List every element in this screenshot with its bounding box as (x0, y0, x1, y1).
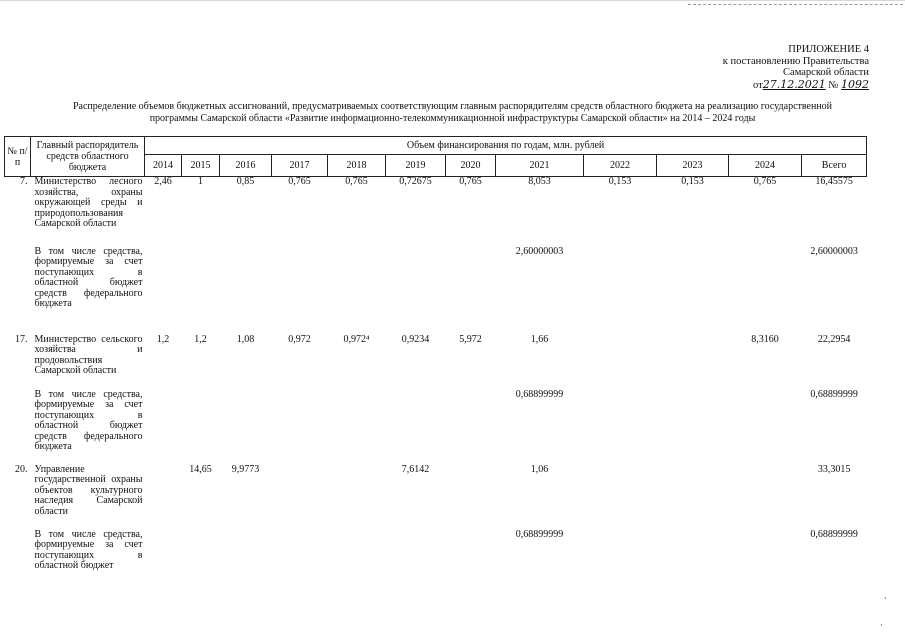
document-title-line-2: программы Самарской области «Развитие информационно-телекоммуникационной инфраструктуры Самарской области» на 2014 – 2024 годы (149, 113, 756, 124)
value-cell (272, 247, 328, 335)
value-cell (446, 390, 496, 465)
value-cell: 1,2 (194, 333, 207, 345)
header-year: 2017 (272, 155, 328, 177)
manager-name: Министерство сельского хозяйства и продовольствия Самарской области (34, 333, 143, 376)
value-cell (386, 247, 446, 335)
value-cell (584, 530, 657, 580)
value-cell (657, 530, 729, 580)
manager-name: Управление государственной охраны объектов культурного наследия Самарской области (34, 463, 143, 517)
total-cell: 22,2954 (817, 333, 851, 345)
manager-name: В том числе средства, формируемые за счет поступающих в областной бюджет средств федерального бюджета (34, 245, 143, 309)
value-cell (328, 247, 386, 335)
appendix-title: ПРИЛОЖЕНИЕ 4 (788, 44, 869, 55)
table-row (5, 177, 867, 247)
value-cell (145, 247, 182, 335)
value-cell (328, 530, 386, 580)
value-cell: 0,765 (345, 176, 368, 187)
row-number: 20. (15, 463, 28, 475)
value-cell: 0,765 (753, 176, 777, 187)
header-year: 2020 (446, 155, 496, 177)
budget-table (4, 136, 867, 580)
header-total: Всего (802, 155, 867, 177)
value-cell: 0,765 (288, 176, 311, 187)
appendix-line-1: к постановлению Правительства (722, 55, 869, 67)
value-cell (220, 247, 272, 335)
value-cell (220, 530, 272, 580)
value-cell: 8,3160 (751, 333, 779, 345)
handwritten-number: 1092 (841, 77, 869, 91)
value-cell: 5,972 (459, 333, 482, 345)
value-cell (729, 465, 802, 530)
manager-name: В том числе средства, формируемые за счет поступающих в областной бюджет (34, 528, 143, 571)
value-cell (584, 247, 657, 335)
scan-artifact-dashes (688, 4, 903, 8)
value-cell (584, 465, 657, 530)
value-cell (657, 335, 729, 390)
table-row (5, 247, 867, 335)
value-cell (182, 247, 220, 335)
value-cell: 0,85 (236, 176, 255, 187)
value-cell (182, 530, 220, 580)
header-num: № п/п (5, 137, 31, 177)
value-cell: 1,2 (156, 333, 170, 345)
value-cell (584, 335, 657, 390)
value-cell (272, 530, 328, 580)
value-cell (657, 465, 729, 530)
document-title (40, 101, 865, 125)
value-cell (328, 465, 386, 530)
value-cell (272, 465, 328, 530)
value-cell: 1 (198, 176, 203, 187)
header-funding: Объем финансирования по годам, млн. рублей (145, 137, 867, 155)
header-manager: Главный распорядитель средств областного бюджета (31, 137, 145, 177)
header-year: 2018 (328, 155, 386, 177)
value-cell: 1,08 (236, 333, 255, 345)
value-cell (446, 247, 496, 335)
value-cell: 0,153 (681, 176, 704, 187)
value-cell (145, 465, 182, 530)
value-cell (145, 530, 182, 580)
value-cell: 0,72675 (399, 176, 432, 187)
value-cell (386, 390, 446, 465)
top-scan-border (0, 0, 905, 1)
header-year: 2022 (584, 155, 657, 177)
value-cell: 2,60000003 (515, 245, 564, 257)
scan-speck: ٬ (880, 623, 883, 632)
scan-speck: ٬ (884, 596, 887, 605)
table-row (5, 465, 867, 530)
value-cell (328, 390, 386, 465)
header-year: 2021 (496, 155, 584, 177)
value-cell: 0,153 (608, 176, 632, 187)
value-cell: 9,9773 (231, 463, 260, 475)
value-cell (446, 465, 496, 530)
row-number: 7. (20, 176, 28, 187)
value-cell: 8,053 (528, 176, 551, 187)
value-cell: 0,9234 (401, 333, 430, 345)
row-number (5, 247, 31, 335)
value-cell (657, 247, 729, 335)
total-cell: 16,45575 (815, 176, 853, 187)
total-cell: 0,68899999 (810, 388, 858, 400)
value-cell: 0,68899999 (515, 528, 564, 540)
total-cell: 33,3015 (817, 463, 851, 475)
row-number (5, 530, 31, 580)
table-row (5, 530, 867, 580)
value-cell (729, 247, 802, 335)
row-number: 17. (15, 333, 28, 345)
value-cell: 2,46 (154, 176, 172, 187)
value-cell: 0,765 (459, 176, 482, 187)
value-cell (220, 390, 272, 465)
value-cell (145, 390, 182, 465)
appendix-date-number (723, 79, 869, 92)
value-cell (584, 390, 657, 465)
value-cell: 0,972⁴ (343, 333, 370, 345)
header-year: 2015 (182, 155, 220, 177)
handwritten-date: 27.12.2021 (762, 77, 826, 91)
value-cell: 1,66 (530, 333, 549, 345)
value-cell (446, 530, 496, 580)
manager-name: Министерство лесного хозяйства, охраны окружающей среды и природопользования Самарской области (34, 176, 143, 229)
total-cell: 2,60000003 (810, 245, 858, 257)
value-cell: 14,65 (189, 463, 212, 475)
value-cell (386, 530, 446, 580)
header-year: 2014 (145, 155, 182, 177)
value-cell (729, 530, 802, 580)
manager-name: В том числе средства, формируемые за счет поступающих в областной бюджет средств федерального бюджета (34, 388, 143, 452)
value-cell: 1,06 (530, 463, 549, 475)
table-row (5, 335, 867, 390)
value-cell (182, 390, 220, 465)
number-prefix: № (828, 79, 839, 91)
header-year: 2016 (220, 155, 272, 177)
header-year: 2019 (386, 155, 446, 177)
value-cell (272, 390, 328, 465)
value-cell: 0,68899999 (515, 388, 564, 400)
date-prefix: от (753, 79, 763, 91)
appendix-block (723, 44, 869, 91)
table-row (5, 390, 867, 465)
value-cell (729, 390, 802, 465)
header-year: 2023 (657, 155, 729, 177)
appendix-line-2: Самарской области (783, 67, 869, 78)
document-title-line-1: Распределение объемов бюджетных ассигнований, предусматриваемых соответствующим главным распорядителям средств областного бюджета на реализацию государственной (72, 101, 833, 112)
value-cell: 0,972 (288, 333, 311, 345)
row-number (5, 390, 31, 465)
value-cell (657, 390, 729, 465)
total-cell: 0,68899999 (810, 528, 858, 540)
value-cell: 7,6142 (401, 463, 430, 475)
header-year: 2024 (729, 155, 802, 177)
